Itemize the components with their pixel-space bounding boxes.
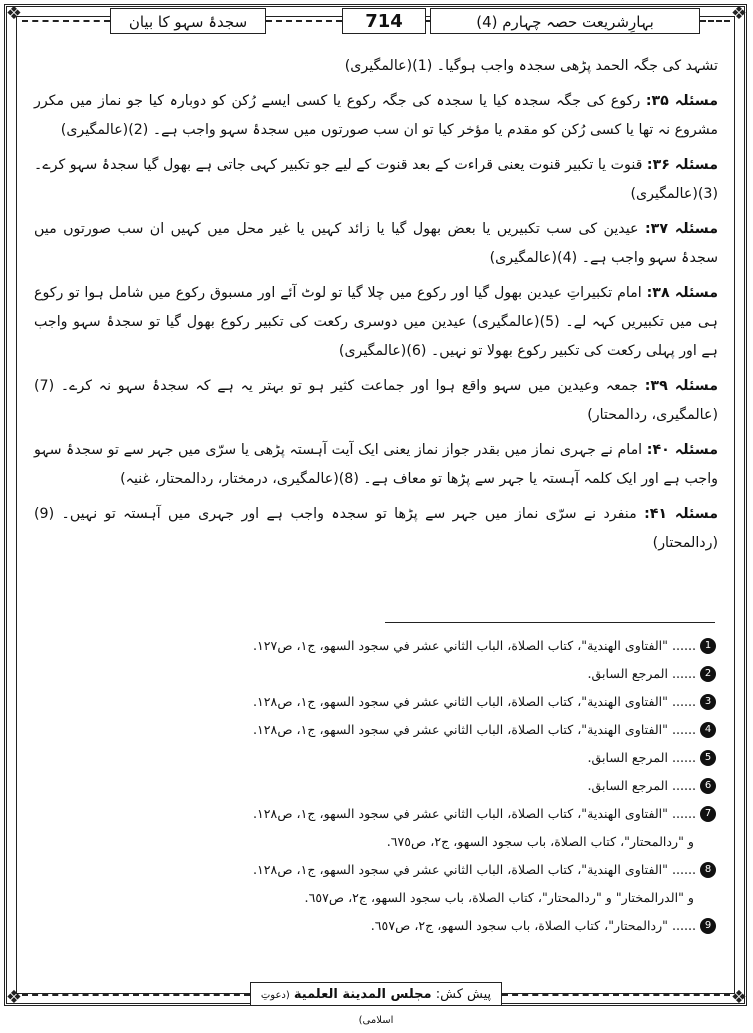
footnote-text: ...... المرجع السابق.: [587, 778, 696, 793]
masala-text: تشہد کی جگہ الحمد پڑھی سجدہ واجب ہوگیا۔: [436, 58, 718, 74]
reference-note: (8)(عالمگیری، درمختار، ردالمحتار، غنیہ): [120, 471, 359, 487]
masala-label: مسئلہ ۳۷:: [644, 221, 718, 237]
footnote-separator: [385, 622, 715, 623]
masala-text: جمعہ وعیدین میں سہو واقع ہوا اور جماعت کثیر ہو تو بہتر یہ ہے کہ سجدۂ سہو نہ کرے۔: [60, 378, 638, 394]
footnote-number: 3: [700, 694, 716, 710]
footnotes: [40, 632, 716, 940]
footnote-text: ...... "الفتاوى الهندية"، كتاب الصلاة، الباب الثاني عشر في سجود السهو، ج١، ص١٢٨.: [253, 694, 696, 709]
corner-ornament-icon: ❖: [730, 987, 748, 1008]
presenter-label: پیش کش:: [435, 987, 492, 1002]
masala-paragraph: [34, 500, 718, 558]
masala-label: مسئلہ ۴۱:: [644, 506, 719, 522]
reference-note: (3)(عالمگیری): [630, 186, 718, 202]
footnote-number: 6: [700, 778, 716, 794]
page-footer: [22, 982, 730, 1026]
masala-paragraph: [34, 151, 718, 209]
publisher-sub: (دعوتِ اسلامی): [260, 990, 394, 1026]
footer-divider: [502, 994, 730, 999]
footnote-text: ...... "الفتاوى الهندية"، كتاب الصلاة، الباب الثاني عشر في سجود السهو، ج١، ص١٢٨.: [253, 862, 696, 877]
footnote-number: 7: [700, 806, 716, 822]
masala-text: امام نے جہری نماز میں بقدر جواز نماز یعنی ایک آیت آہستہ پڑھی یا سرّی میں جہر سے تو سجدۂ سہو واجب ہے اور ایک کلمہ آہستہ یا جہر سے پڑھا تو معاف ہے۔: [34, 442, 718, 487]
footnote-continuation: [40, 828, 716, 856]
footnote: [40, 660, 716, 688]
masala-text: منفرد نے سرّی نماز میں جہر سے پڑھا تو سجدہ واجب ہے اور جہری میں آہستہ تو نہیں۔: [61, 506, 637, 522]
footnote-text: و "الدرالمختار" و "ردالمحتار"، كتاب الصلاة، باب سجود السهو، ج٢، ص٦٥٧.: [304, 890, 694, 905]
footnote-text: ...... "الفتاوى الهندية"، كتاب الصلاة، الباب الثاني عشر في سجود السهو، ج١، ص١٢٨.: [253, 806, 696, 821]
header-divider: [22, 20, 110, 25]
masala-paragraph: [34, 215, 718, 273]
publisher-box: [250, 982, 502, 1026]
reference-note: (4)(عالمگیری): [489, 250, 578, 266]
footnote-text: ...... المرجع السابق.: [587, 750, 696, 765]
masala-text: قنوت یا تکبیر قنوت یعنی قراءت کے بعد قنوت کے لیے جو تکبیر کہی جاتی ہے بھول گیا سجدۂ سہو کرے۔: [34, 157, 643, 173]
footer-divider: [22, 994, 250, 999]
footnote-continuation: [40, 884, 716, 912]
masala-label: مسئلہ ۳۸:: [646, 285, 719, 301]
footnote: [40, 800, 716, 828]
publisher-name: مجلس المدينة العلمية: [293, 987, 432, 1002]
page-header: [22, 8, 730, 38]
corner-ornament-icon: ❖: [730, 3, 748, 24]
footnote-number: 5: [700, 750, 716, 766]
main-text: [34, 52, 718, 564]
reference-note: (2)(عالمگیری): [60, 122, 149, 138]
footnote: [40, 632, 716, 660]
masala-paragraph: [34, 279, 718, 366]
reference-note: (9)(ردالمحتار): [34, 506, 718, 551]
footnote: [40, 856, 716, 884]
page-number: 714: [342, 8, 426, 34]
footnote-number: 4: [700, 722, 716, 738]
footnote: [40, 688, 716, 716]
footnote-text: ...... "الفتاوى الهندية"، كتاب الصلاة، الباب الثاني عشر في سجود السهو، ج١، ص١٢٧.: [253, 638, 696, 653]
header-divider: [266, 20, 342, 25]
footnote: [40, 772, 716, 800]
masala-paragraph: [34, 372, 718, 430]
reference-note: (1)(عالمگیری): [344, 58, 433, 74]
footnote-text: ...... المرجع السابق.: [587, 666, 696, 681]
footnote-text: ...... "الفتاوى الهندية"، كتاب الصلاة، الباب الثاني عشر في سجود السهو، ج١، ص١٢٨.: [253, 722, 696, 737]
footnote-text: ...... "ردالمحتار"، كتاب الصلاة، باب سجود السهو، ج٢، ص٦٥٧.: [370, 918, 696, 933]
masala-label: مسئلہ ۳۵:: [645, 93, 718, 109]
masala-label: مسئلہ ۳۹:: [644, 378, 718, 394]
masala-paragraph: [34, 87, 718, 145]
corner-ornament-icon: ❖: [5, 3, 23, 24]
reference-note: (6)(عالمگیری): [338, 343, 427, 359]
masala-label: مسئلہ ۴۰:: [646, 442, 718, 458]
header-divider: [700, 20, 730, 25]
masala-text: رکوع کی جگہ سجدہ کیا یا سجدہ کی جگہ رکوع یا کسی ایسے رُکن کو دوبارہ کیا جو نماز میں مکرر مشروع نہ تھا یا کسی رُکن کو مقدم یا مؤخر کیا تو ان سب صورتوں میں سجدۂ سہو واجب ہے۔: [34, 93, 718, 138]
footnote-text: و "ردالمحتار"، كتاب الصلاة، باب سجود السهو، ج٢، ص٦٧٥.: [386, 834, 694, 849]
footnote: [40, 716, 716, 744]
book-title: بہارِشریعت حصہ چہارم (4): [430, 8, 700, 34]
masala-text: عیدین کی سب تکبیریں یا بعض بھول گیا یا زائد کہیں یا غیر محل میں کہیں ان سب صورتوں میں سجدۂ سہو واجب ہے۔: [34, 221, 718, 266]
footnote-number: 8: [700, 862, 716, 878]
masala-text: امام تکبیراتِ عیدین بھول گیا اور رکوع میں چلا گیا تو لوٹ آئے اور مسبوق رکوع میں شامل ہوا تو رکوع ہی میں تکبیریں کہہ لے۔ (5)(عالمگیری) عیدین میں دوسری رکعت کی تکبیر رکوع بھول گیا تو سجدۂ سہو واجب ہے اور پہلی رکعت کی تکبیر رکوع بھولا تو نہیں۔: [34, 285, 718, 359]
reference-note: (7)(عالمگیری، ردالمحتار): [34, 378, 718, 423]
footnote-number: 2: [700, 666, 716, 682]
footnote-number: 1: [700, 638, 716, 654]
footnote-number: 9: [700, 918, 716, 934]
footnote: [40, 912, 716, 940]
masala-label: مسئلہ ۳۶:: [646, 157, 718, 173]
masala-paragraph: [34, 436, 718, 494]
footnote: [40, 744, 716, 772]
corner-ornament-icon: ❖: [5, 987, 23, 1008]
chapter-title: سجدۂ سہو کا بیان: [110, 8, 266, 34]
masala-paragraph: [34, 52, 718, 81]
